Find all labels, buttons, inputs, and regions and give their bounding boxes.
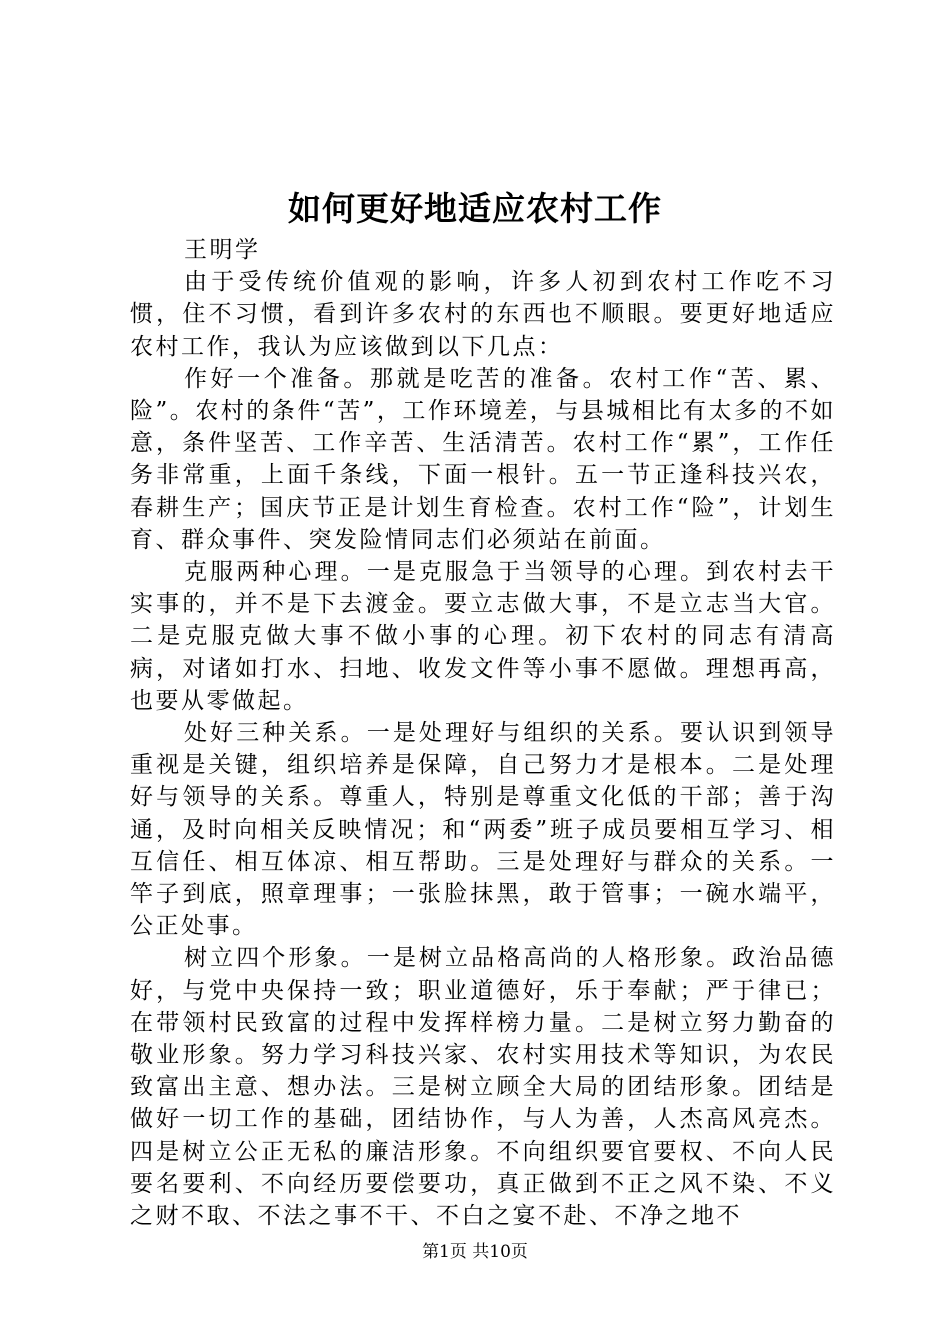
page-footer: 第1页 共10页 [422,1242,528,1262]
paragraph: 处好三种关系。一是处理好与组织的关系。要认识到领导重视是关键，组织培养是保障，自己努力才是根本。二是处理好与领导的关系。尊重人，特别是尊重文化低的干部；善于沟通，及时向相关反映情况；和“两委”班子成员要相互学习、相互信任、相互体凉、相互帮助。三是处理好与群众的关系。一竿子到底，照章理事；一张脸抹黑，敢于管事；一碗水端平，公正处事。 [130,720,836,940]
paragraph: 作好一个准备。那就是吃苦的准备。农村工作“苦、累、险”。农村的条件“苦”，工作环境差，与县城相比有太多的不如意，条件坚苦、工作辛苦、生活清苦。农村工作“累”，工作任务非常重，上面千条线，下面一根针。五一节正逢科技兴农，春耕生产；国庆节正是计划生育检查。农村工作“险”，计划生育、群众事件、突发险情同志们必须站在前面。 [130,365,836,553]
paragraph: 克服两种心理。一是克服急于当领导的心理。到农村去干实事的，并不是下去渡金。要立志做大事，不是立志当大官。二是克服克做大事不做小事的心理。初下农村的同志有清高病，对诸如打水、扫地、收发文件等小事不愿做。理想再高，也要从零做起。 [130,559,836,714]
document-title: 如何更好地适应农村工作 [288,189,662,228]
document-body [130,234,836,1232]
paragraph: 树立四个形象。一是树立品格高尚的人格形象。政治品德好，与党中央保持一致；职业道德好，乐于奉献；严于律已；在带领村民致富的过程中发挥样榜力量。二是树立努力勤奋的敬业形象。努力学习科技兴家、农村实用技术等知识，为农民致富出主意、想办法。三是树立顾全大局的团结形象。团结是做好一切工作的基础，团结协作，与人为善，人杰高风亮杰。四是树立公正无私的廉洁形象。不向组织要官要权、不向人民要名要利、不向经历要偿要功，真正做到不正之风不染、不义之财不取、不法之事不干、不白之宴不赴、不净之地不 [130,945,836,1230]
author-name: 王明学 [184,237,261,263]
paragraph: 由于受传统价值观的影响，许多人初到农村工作吃不习惯，住不习惯，看到许多农村的东西也不顺眼。要更好地适应农村工作，我认为应该做到以下几点： [130,269,836,360]
